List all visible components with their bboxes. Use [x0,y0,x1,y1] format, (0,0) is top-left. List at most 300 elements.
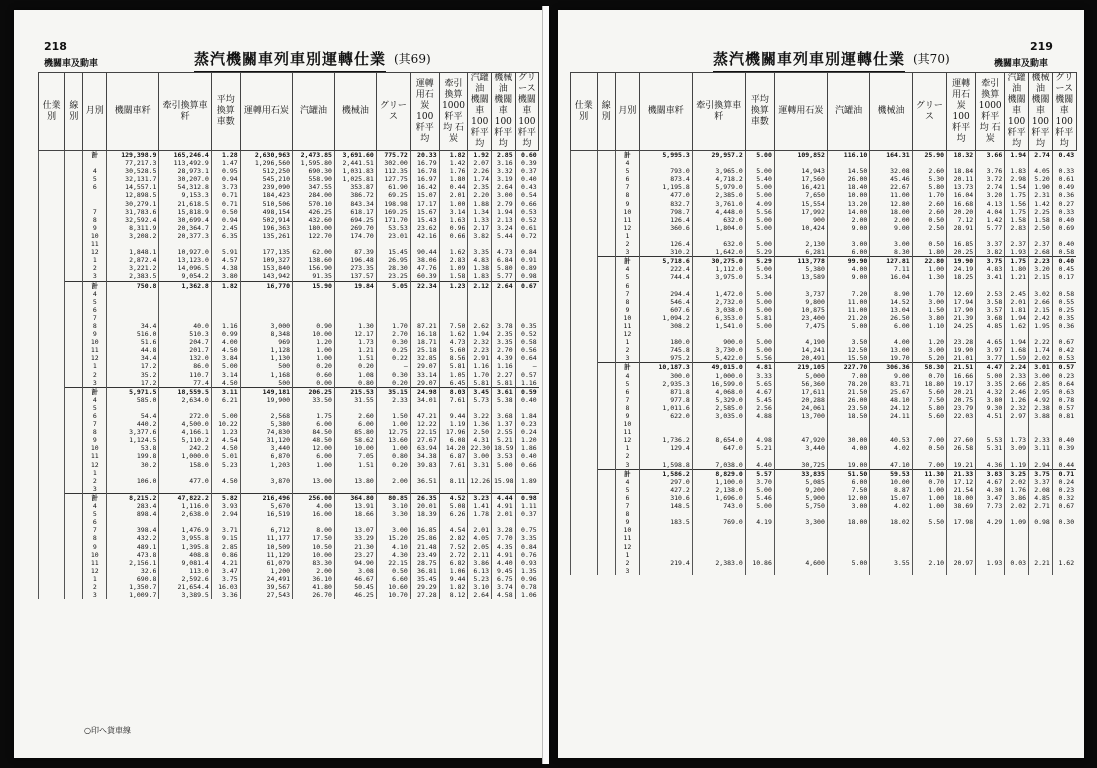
month-cell: 12 [616,224,640,232]
value-cell: 477.0 [159,477,211,485]
value-cell [827,567,869,575]
value-cell: 10.00 [870,478,912,486]
month-cell: 4 [616,265,640,273]
value-cell: 3,208.2 [107,232,159,240]
value-cell: 0.61 [515,224,539,232]
value-cell: 33.14 [410,371,439,379]
value-cell [515,298,539,306]
value-cell: 500 [240,362,292,370]
month-cell: 1 [616,338,640,346]
value-cell [639,526,692,534]
value-cell: 165,246.4 [159,151,211,160]
value-cell: 4.58 [492,591,516,599]
value-cell [211,485,240,494]
value-cell: 0.40 [1052,436,1076,444]
value-cell: 871.8 [639,388,692,396]
value-cell [976,526,1005,534]
value-cell: 9,153.3 [159,191,211,199]
month-cell: 3 [616,354,640,363]
value-cell: 1.94 [1005,314,1029,322]
value-cell: 1.28 [211,151,240,160]
value-cell: 20.75 [947,396,976,404]
value-cell [947,534,976,542]
value-cell: 14,096.5 [159,264,211,272]
value-cell: 3,389.5 [159,591,211,599]
value-cell: 5.00 [827,559,869,567]
month-cell: 10 [616,314,640,322]
value-cell: 4.29 [976,518,1005,526]
value-cell: 7.20 [827,290,869,298]
value-cell: 44.8 [107,346,159,354]
value-cell: 34.38 [410,452,439,460]
value-cell [468,240,492,248]
value-cell: 30.2 [107,461,159,469]
value-cell: 9.15 [211,534,240,542]
value-cell: 15.45 [376,248,410,256]
table-row [571,494,1077,502]
value-cell [107,404,159,412]
value-cell: 222.4 [639,265,692,273]
month-cell: 10 [83,444,107,452]
value-cell: 21.39 [947,314,976,322]
value-cell: 5.56 [745,354,774,363]
value-cell: 20.25 [947,248,976,257]
value-cell: 29.29 [410,583,439,591]
value-cell: 1.21 [1005,273,1029,281]
month-cell: 7 [616,396,640,404]
value-cell: 13.60 [376,436,410,444]
value-cell: 632.0 [692,240,745,248]
value-cell [912,420,946,428]
table-row [39,240,539,248]
month-cell: 4 [83,396,107,404]
value-cell: 149,181 [240,387,292,396]
value-cell: 9.30 [976,404,1005,412]
value-cell: 2,872.4 [107,256,159,264]
value-cell: 2.64 [492,183,516,191]
value-cell: 2.91 [468,354,492,362]
value-cell: 10.00 [334,444,376,452]
value-cell [240,240,292,248]
value-cell: 5.00 [745,240,774,248]
table-row [39,387,539,396]
value-cell: 4.98 [745,436,774,444]
month-cell: 10 [83,232,107,240]
value-cell [439,485,468,494]
value-cell: 196.48 [334,256,376,264]
value-cell: 0.35 [1052,314,1076,322]
value-cell: 19.17 [947,380,976,388]
value-cell: 6.26 [439,510,468,518]
value-cell: 3,440 [240,444,292,452]
value-cell [976,543,1005,551]
value-cell: 21,654.4 [159,583,211,591]
value-cell: 0.27 [1052,200,1076,208]
value-cell: 3.00 [468,452,492,460]
value-cell: 4.54 [439,526,468,534]
value-cell [827,232,869,240]
table-row [39,591,539,599]
value-cell: 2,585.0 [692,404,745,412]
value-cell [376,298,410,306]
value-cell: 408.8 [159,551,211,559]
value-cell: 5.08 [439,502,468,510]
value-cell: 62.00 [293,248,335,256]
month-cell: 3 [83,591,107,599]
value-cell [1029,551,1053,559]
value-cell: 6.75 [492,575,516,583]
value-cell: 17.2 [107,362,159,370]
value-cell: 1,128 [240,346,292,354]
table-row [571,354,1077,363]
value-cell: 17.94 [947,298,976,306]
value-cell [1005,551,1029,559]
value-cell: 53.53 [376,224,410,232]
value-cell: 0.59 [515,387,539,396]
value-cell: 3.24 [492,224,516,232]
table-row [571,306,1077,314]
value-cell: 15.98 [492,477,516,485]
table-row [571,159,1077,167]
value-cell: 20.21 [947,388,976,396]
value-cell: 2.02 [1005,502,1029,510]
value-cell: 36.10 [293,575,335,583]
value-cell: 156.90 [293,264,335,272]
value-cell: 0.71 [211,200,240,208]
value-cell: 4.04 [976,208,1005,216]
table-row [571,363,1077,372]
value-cell: 2.94 [211,510,240,518]
value-cell: 2.31 [1029,191,1053,199]
value-cell: 46.25 [334,591,376,599]
value-cell: 0.70 [912,478,946,486]
value-cell: 502,914 [240,216,292,224]
value-cell: 20.97 [947,559,976,567]
value-cell [870,159,912,167]
value-cell: 3.66 [976,151,1005,160]
month-cell: 6 [616,494,640,502]
value-cell [774,534,827,542]
value-cell: 90.44 [410,248,439,256]
value-cell: 1.21 [334,346,376,354]
value-cell: 0.57 [1052,363,1076,372]
table-row [39,526,539,534]
value-cell [1052,567,1076,575]
value-cell: 2.64 [468,591,492,599]
value-cell: 3.25 [1005,469,1029,478]
value-cell: 3.76 [976,167,1005,175]
value-cell: 386.72 [334,191,376,199]
value-cell: 0.40 [515,175,539,183]
value-cell: 4.51 [976,412,1005,420]
value-cell: 7.00 [912,461,946,470]
value-cell [1052,526,1076,534]
value-cell: 0.66 [515,461,539,469]
value-cell: 39.83 [410,461,439,469]
value-cell [912,534,946,542]
value-cell: 793.0 [639,167,692,175]
value-cell: 9.00 [827,273,869,281]
value-cell: 12.00 [293,444,335,452]
value-cell: 1.80 [439,175,468,183]
value-cell: 300.0 [639,372,692,380]
value-cell: 1,011.6 [639,404,692,412]
value-cell: 0.03 [1005,559,1029,567]
value-cell [639,232,692,240]
value-cell: 0.71 [1052,469,1076,478]
value-cell: 16.97 [410,175,439,183]
value-cell: 6.00 [827,478,869,486]
month-cell: 6 [616,175,640,183]
value-cell: 2.01 [439,191,468,199]
value-cell: 4.19 [745,518,774,526]
value-cell [240,298,292,306]
value-cell: 1.20 [912,338,946,346]
table-row [39,444,539,452]
value-cell: 0.81 [1052,412,1076,420]
value-cell: 1.92 [468,151,492,160]
value-cell: 5,422.0 [692,354,745,363]
value-cell: 3.00 [870,240,912,248]
month-cell: 計 [83,493,107,502]
value-cell [976,282,1005,290]
value-cell: 2.26 [468,167,492,175]
value-cell: 0.64 [1052,380,1076,388]
value-cell: 5.31 [976,444,1005,452]
value-cell: 2.35 [492,330,516,338]
value-cell: 20,364.7 [159,224,211,232]
value-cell: 2.60 [912,167,946,175]
value-cell: 7.00 [912,436,946,444]
value-cell: 2.02 [1005,478,1029,486]
value-cell: 19.21 [947,461,976,470]
value-cell: 5,670 [240,502,292,510]
value-cell: 8,654.0 [692,436,745,444]
value-cell: 8.87 [870,486,912,494]
value-cell: 5.01 [211,452,240,460]
value-cell: 3,035.0 [692,412,745,420]
value-cell: 23.27 [334,551,376,559]
value-cell: 61,079 [240,559,292,567]
value-cell: 3.47 [211,567,240,575]
value-cell: 9,800 [774,298,827,306]
value-cell [692,232,745,240]
value-cell: 510.3 [159,330,211,338]
value-cell [639,452,692,460]
value-cell [774,420,827,428]
month-cell: 3 [83,485,107,494]
value-cell [376,306,410,314]
value-cell: 28,973.1 [159,167,211,175]
table-row [571,567,1077,575]
value-cell: 9.44 [439,412,468,420]
value-cell: 51.6 [107,338,159,346]
value-cell: 5.57 [745,469,774,478]
month-cell: 9 [616,200,640,208]
value-cell [745,534,774,542]
value-cell: 1.73 [1005,436,1029,444]
value-cell: 5.81 [468,379,492,388]
value-cell: 347.55 [293,183,335,191]
column-header: 機械油 機關車100粁平均 [492,73,516,151]
value-cell: 22.67 [870,183,912,191]
value-cell: 3.75 [976,257,1005,266]
month-cell: 12 [83,567,107,575]
value-cell: 5.00 [745,298,774,306]
value-cell: 4.10 [376,543,410,551]
value-cell: 873.4 [639,175,692,183]
value-cell: 4.05 [468,534,492,542]
value-cell: 23.28 [947,338,976,346]
value-cell: 198.98 [376,200,410,208]
value-cell: 33.29 [334,534,376,542]
value-cell [639,551,692,559]
value-cell: 3.78 [492,322,516,330]
table-row [571,534,1077,542]
table-row [39,575,539,583]
table-row [39,272,539,281]
value-cell [515,485,539,494]
table-row [571,175,1077,183]
value-cell: 30,528.5 [107,167,159,175]
value-cell: 46.67 [334,575,376,583]
value-cell: 1.42 [1029,200,1053,208]
value-cell: 798.7 [639,208,692,216]
value-cell: 21.48 [410,543,439,551]
value-cell: 0.24 [515,428,539,436]
table-row [39,290,539,298]
value-cell: 1.62 [439,248,468,256]
value-cell: 11.00 [827,306,869,314]
value-cell: 1.94 [1005,338,1029,346]
month-cell: 計 [83,387,107,396]
value-cell: 4.81 [745,363,774,372]
value-cell: 0.43 [1052,151,1076,160]
value-cell [947,420,976,428]
value-cell [976,534,1005,542]
column-header: 牽引換算 1000粁平均 石炭 [976,73,1005,151]
value-cell [211,314,240,322]
value-cell: 1,130 [240,354,292,362]
month-cell [83,191,107,199]
value-cell: 3.35 [515,534,539,542]
value-cell: 1.00 [912,494,946,502]
value-cell: 1.95 [1029,322,1053,330]
value-cell: 3,761.0 [692,200,745,208]
table-row [571,191,1077,199]
value-cell [1029,543,1053,551]
value-cell: 11,129 [240,551,292,559]
value-cell: 2,638.0 [159,510,211,518]
value-cell [1052,420,1076,428]
value-cell [107,314,159,322]
value-cell [774,567,827,575]
line-name-cell [65,151,83,282]
value-cell: 1.50 [376,412,410,420]
table-row [39,281,539,290]
value-cell [947,452,976,460]
column-header: 機械油 機關車100粁平均 [1029,73,1053,151]
value-cell [1005,526,1029,534]
value-cell: 16.85 [947,240,976,248]
value-cell: 16.03 [211,583,240,591]
value-cell: 22.34 [410,281,439,290]
value-cell: 3.02 [1029,290,1053,298]
month-cell: 計 [616,257,640,266]
value-cell: 5.00 [745,322,774,330]
value-cell: 1.62 [1005,322,1029,330]
table-row [39,298,539,306]
value-cell: 5,995.3 [639,151,692,160]
column-header: 線別 [65,73,83,151]
page-title: 蒸汽機關車列車別運轉仕業 [194,48,386,73]
table-row [571,248,1077,257]
value-cell [947,232,976,240]
value-cell [240,290,292,298]
value-cell [468,518,492,526]
value-cell [774,159,827,167]
value-cell: 5.77 [492,272,516,281]
table-row [571,330,1077,338]
value-cell: 106.0 [107,477,159,485]
value-cell [1029,567,1053,575]
value-cell: 21.33 [947,469,976,478]
value-cell: 53.8 [107,444,159,452]
value-cell: 10.86 [745,559,774,567]
value-cell: 0.60 [515,151,539,160]
value-cell: 0.69 [1052,224,1076,232]
value-cell: 21.50 [827,388,869,396]
value-cell: 3.55 [870,559,912,567]
value-cell: 6,281 [774,248,827,257]
value-cell: 2.32 [468,338,492,346]
value-cell: 153,840 [240,264,292,272]
value-cell: 2,156.1 [107,559,159,567]
value-cell: 20.20 [947,208,976,216]
column-header: 機械油 [334,73,376,151]
table-row [39,183,539,191]
value-cell [1052,551,1076,559]
value-cell [1052,330,1076,338]
value-cell: 0.37 [515,510,539,518]
value-cell: 5.00 [745,183,774,191]
value-cell: 0.00 [293,379,335,388]
value-cell: 22.15 [410,428,439,436]
value-cell: 1.00 [912,502,946,510]
value-cell: 3.32 [492,167,516,175]
footnote: ○印へ貨車線 [84,726,131,735]
month-cell: 2 [616,346,640,354]
value-cell: 3.97 [976,346,1005,354]
value-cell [1052,452,1076,460]
value-cell: 4.31 [468,436,492,444]
value-cell [439,240,468,248]
table-row [571,322,1077,330]
value-cell [492,306,516,314]
value-cell: 308.2 [639,322,692,330]
value-cell [947,567,976,575]
value-cell: 21.01 [947,354,976,363]
value-cell [1029,526,1053,534]
value-cell: 9.45 [492,567,516,575]
value-cell: 745.8 [639,346,692,354]
value-cell [334,404,376,412]
value-cell: 5.38 [492,396,516,404]
value-cell: 40.0 [159,322,211,330]
value-cell: 690.8 [107,575,159,583]
value-cell: 59.53 [870,469,912,478]
value-cell: 12.75 [376,428,410,436]
